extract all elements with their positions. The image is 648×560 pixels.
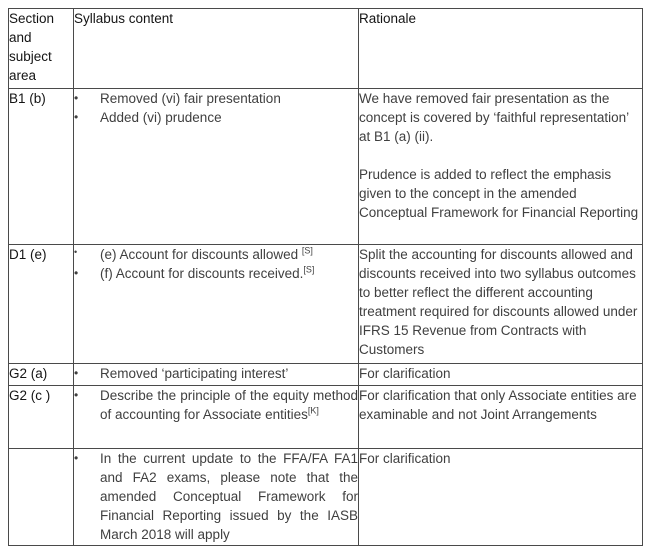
syllabus-cell xyxy=(74,245,359,364)
bullet-icon: • xyxy=(74,366,79,380)
superscript-tag: [S] xyxy=(303,264,315,275)
syllabus-cell xyxy=(74,386,359,449)
syllabus-cell xyxy=(74,449,359,546)
superscript-tag: [K] xyxy=(307,405,319,416)
list-item xyxy=(74,449,358,544)
rationale-cell xyxy=(359,449,643,546)
table-row xyxy=(9,386,643,449)
table-row xyxy=(9,449,643,546)
bullet-icon: • xyxy=(74,388,79,402)
bullet-icon: • xyxy=(74,266,79,280)
rationale-cell xyxy=(359,386,643,449)
bullet-icon: • xyxy=(74,91,79,105)
syllabus-cell xyxy=(74,364,359,386)
bullet-icon: • xyxy=(74,451,79,465)
list-item-text: Added (vi) prudence xyxy=(100,110,222,125)
section-cell: G2 (a) xyxy=(9,364,74,386)
section-cell xyxy=(9,449,74,546)
list-item-text: Describe the principle of the equity method of accounting for Associate entities[K] xyxy=(100,388,358,422)
list-item-text: In the current update to the FFA/FA FA1 and FA2 exams, please note that the amended Conceptual Framework for Financial Reporting issued by the IASB March 2018 will apply xyxy=(100,451,358,542)
section-cell: B1 (b) xyxy=(9,89,74,245)
table-row xyxy=(9,245,643,364)
list-item xyxy=(74,264,358,283)
rationale-cell xyxy=(359,89,643,245)
superscript-tag: [S] xyxy=(301,245,313,256)
section-cell: D1 (e) xyxy=(9,245,74,364)
section-cell: G2 (c ) xyxy=(9,386,74,449)
list-item xyxy=(74,364,358,383)
rationale-paragraph: We have removed fair presentation as the concept is covered by ‘faithful representation’ at B1 (a) (ii). xyxy=(359,91,629,144)
syllabus-changes-table xyxy=(8,8,643,546)
column-header-syllabus-content: Syllabus content xyxy=(74,9,359,89)
table-row xyxy=(9,364,643,386)
list-item-text: (e) Account for discounts allowed [S] xyxy=(100,245,313,262)
list-item-text: Removed (vi) fair presentation xyxy=(100,91,281,106)
list-item-text: Removed ‘participating interest’ xyxy=(100,366,289,381)
list-item xyxy=(74,386,358,424)
rationale-cell xyxy=(359,245,643,364)
rationale-paragraph: For clarification that only Associate entities are examinable and not Joint Arrangements xyxy=(359,388,637,422)
rationale-paragraph: Split the accounting for discounts allowed and discounts received into two syllabus outcomes to better reflect the different accounting treatment required for discounts allowed under IFRS 15 Revenue from Contracts with Customers xyxy=(359,247,638,357)
list-item xyxy=(74,245,358,264)
column-header-section: Section and subject area xyxy=(9,9,74,89)
bullet-icon: • xyxy=(74,247,78,257)
column-header-rationale: Rationale xyxy=(359,9,643,89)
list-item xyxy=(74,89,358,108)
list-item xyxy=(74,108,358,127)
bullet-icon: • xyxy=(74,110,79,124)
rationale-cell xyxy=(359,364,643,386)
rationale-paragraph: Prudence is added to reflect the emphasis given to the concept in the amended Conceptual Framework for Financial Reporting xyxy=(359,167,639,220)
table-header-row xyxy=(9,9,643,89)
list-item-text: (f) Account for discounts received.[S] xyxy=(100,264,315,281)
table-row xyxy=(9,89,643,245)
syllabus-cell xyxy=(74,89,359,245)
rationale-paragraph: For clarification xyxy=(359,451,451,466)
rationale-paragraph: For clarification xyxy=(359,366,451,381)
